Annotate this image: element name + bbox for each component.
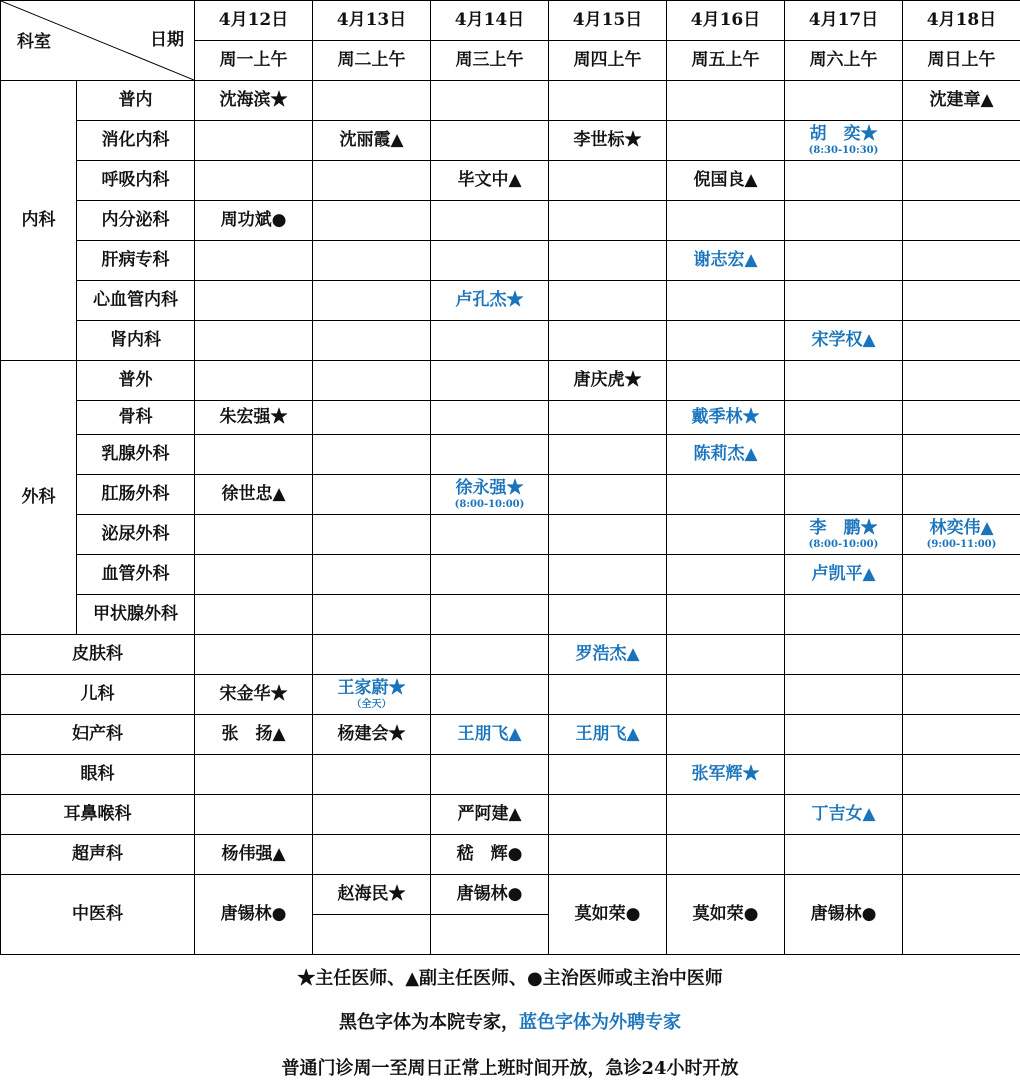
schedule-cell — [667, 795, 785, 835]
date-label: 4月14日 — [454, 10, 525, 31]
schedule-cell — [195, 795, 313, 835]
doctor-name: 胡 奕★ — [809, 124, 878, 145]
schedule-cell — [667, 835, 785, 875]
subdepartment-label: 泌尿外科 — [101, 524, 170, 545]
local-expert-note: 黑色字体为本院专家， — [339, 1012, 519, 1033]
schedule-cell — [431, 875, 549, 915]
subdepartment-cell — [77, 121, 195, 161]
subdepartment-label: 骨科 — [118, 407, 153, 428]
schedule-cell — [549, 795, 667, 835]
header-row-dates — [1, 1, 1020, 41]
subdepartment-label: 甲状腺外科 — [93, 604, 178, 625]
schedule-cell — [903, 875, 1020, 955]
doctor-name: 唐庆虎★ — [573, 370, 642, 391]
subdepartment-label: 肛肠外科 — [101, 484, 170, 505]
schedule-cell — [903, 81, 1020, 121]
schedule-cell — [195, 401, 313, 435]
schedule-cell — [313, 555, 431, 595]
department-group-cell — [1, 361, 77, 635]
subdepartment-cell — [77, 361, 195, 401]
schedule-cell — [195, 515, 313, 555]
schedule-cell — [549, 321, 667, 361]
schedule-cell — [903, 321, 1020, 361]
tcm-row-top — [1, 875, 1020, 915]
doctor-name: 莫如荣● — [574, 904, 641, 925]
schedule-cell — [313, 361, 431, 401]
department-label: 超声科 — [72, 844, 123, 865]
doctor-name: 周功斌● — [220, 210, 287, 231]
doctor-name: 谢志宏▲ — [693, 250, 758, 271]
schedule-cell — [313, 475, 431, 515]
color-legend — [0, 1008, 1020, 1034]
schedule-cell — [549, 435, 667, 475]
department-row — [1, 121, 1020, 161]
schedule-cell — [549, 361, 667, 401]
schedule-cell — [667, 715, 785, 755]
schedule-cell — [431, 475, 549, 515]
subdepartment-cell — [77, 515, 195, 555]
schedule-cell — [195, 201, 313, 241]
doctor-name: 王朋飞▲ — [457, 724, 522, 745]
schedule-cell — [667, 675, 785, 715]
schedule-cell — [313, 515, 431, 555]
doctor-name: 徐世忠▲ — [221, 484, 286, 505]
department-group-label: 内科 — [21, 210, 56, 231]
schedule-cell — [667, 121, 785, 161]
schedule-cell — [903, 595, 1020, 635]
schedule-cell — [785, 321, 903, 361]
schedule-cell — [667, 201, 785, 241]
schedule-cell — [785, 595, 903, 635]
department-row — [1, 635, 1020, 675]
schedule-cell — [195, 475, 313, 515]
schedule-cell — [549, 755, 667, 795]
schedule-cell — [785, 201, 903, 241]
schedule-cell — [785, 835, 903, 875]
schedule-cell — [549, 121, 667, 161]
schedule-cell — [667, 435, 785, 475]
schedule-cell — [549, 475, 667, 515]
doctor-name: 陈莉杰▲ — [693, 444, 758, 465]
schedule-cell — [785, 401, 903, 435]
department-group-label: 外科 — [21, 487, 56, 508]
schedule-cell — [195, 715, 313, 755]
subdepartment-cell — [77, 161, 195, 201]
schedule-cell — [903, 121, 1020, 161]
department-cell — [1, 715, 195, 755]
clinic-hours-note: (8:00-10:00) — [808, 538, 879, 550]
schedule-cell — [903, 161, 1020, 201]
weekday-header-cell — [785, 41, 903, 81]
schedule-cell — [903, 635, 1020, 675]
schedule-cell — [195, 755, 313, 795]
schedule-cell — [667, 401, 785, 435]
clinic-hours-note: (8:00-10:00) — [454, 498, 525, 510]
schedule-cell — [431, 81, 549, 121]
schedule-cell — [313, 241, 431, 281]
department-row — [1, 435, 1020, 475]
schedule-cell — [431, 161, 549, 201]
schedule-cell — [785, 81, 903, 121]
weekday-label: 周二上午 — [337, 50, 406, 71]
date-label: 4月18日 — [926, 10, 997, 31]
schedule-cell — [431, 401, 549, 435]
schedule-cell — [549, 675, 667, 715]
schedule-cell — [667, 161, 785, 201]
date-label: 4月15日 — [572, 10, 643, 31]
date-header-cell — [903, 1, 1020, 41]
schedule-cell — [785, 755, 903, 795]
doctor-name: 朱宏强★ — [219, 407, 288, 428]
schedule-cell — [313, 201, 431, 241]
schedule-cell — [785, 361, 903, 401]
doctor-name: 张 扬▲ — [221, 724, 286, 745]
schedule-cell — [785, 121, 903, 161]
schedule-cell — [313, 675, 431, 715]
schedule-cell — [431, 361, 549, 401]
schedule-cell — [195, 675, 313, 715]
schedule-cell — [549, 281, 667, 321]
weekday-header-cell — [549, 41, 667, 81]
schedule-cell — [903, 401, 1020, 435]
doctor-name: 赵海民★ — [337, 884, 406, 905]
external-expert-note: 蓝色字体为外聘专家 — [519, 1012, 681, 1033]
schedule-cell — [549, 595, 667, 635]
schedule-cell — [195, 361, 313, 401]
schedule-cell — [313, 795, 431, 835]
subdepartment-cell — [77, 435, 195, 475]
schedule-cell — [313, 321, 431, 361]
doctor-name: 徐永强★ — [455, 478, 524, 499]
weekday-header-cell — [431, 41, 549, 81]
subdepartment-label: 消化内科 — [101, 130, 170, 151]
schedule-cell — [431, 201, 549, 241]
schedule-cell — [549, 875, 667, 955]
schedule-cell — [785, 715, 903, 755]
schedule-cell — [195, 435, 313, 475]
weekday-label: 周六上午 — [809, 50, 878, 71]
schedule-cell — [313, 595, 431, 635]
doctor-name: 嵇 辉● — [456, 844, 523, 865]
date-axis-label: 日期 — [150, 30, 184, 50]
schedule-cell — [313, 281, 431, 321]
schedule-cell — [313, 915, 431, 955]
department-row — [1, 835, 1020, 875]
weekday-header-cell — [667, 41, 785, 81]
doctor-name: 唐锡林● — [456, 884, 523, 905]
schedule-cell — [785, 675, 903, 715]
schedule-cell — [785, 515, 903, 555]
schedule-cell — [431, 515, 549, 555]
department-label: 耳鼻喉科 — [63, 804, 132, 825]
department-cell — [1, 635, 195, 675]
doctor-name: 唐锡林● — [220, 904, 287, 925]
schedule-cell — [903, 201, 1020, 241]
department-row — [1, 755, 1020, 795]
date-label: 4月13日 — [336, 10, 407, 31]
schedule-cell — [313, 875, 431, 915]
schedule-cell — [195, 121, 313, 161]
clinic-hours-note: (9:00-11:00) — [926, 538, 997, 550]
schedule-cell — [903, 675, 1020, 715]
department-row — [1, 475, 1020, 515]
subdepartment-label: 血管外科 — [101, 564, 170, 585]
department-cell — [1, 875, 195, 955]
department-row — [1, 401, 1020, 435]
subdepartment-cell — [77, 401, 195, 435]
subdepartment-label: 普内 — [118, 90, 153, 111]
doctor-name: 倪国良▲ — [693, 170, 758, 191]
doctor-name: 杨建会★ — [337, 724, 406, 745]
schedule-cell — [903, 475, 1020, 515]
schedule-cell — [313, 715, 431, 755]
clinic-hours-note: (8:30-10:30) — [808, 144, 879, 156]
date-header-cell — [431, 1, 549, 41]
schedule-cell — [785, 555, 903, 595]
schedule-cell — [431, 795, 549, 835]
doctor-name: 杨伟强▲ — [221, 844, 286, 865]
doctor-name: 林奕伟▲ — [929, 518, 994, 539]
clinic-hours-note: （全天） — [351, 698, 392, 710]
subdepartment-cell — [77, 595, 195, 635]
department-cell — [1, 755, 195, 795]
department-row — [1, 715, 1020, 755]
department-axis-label: 科室 — [17, 32, 51, 52]
subdepartment-label: 肾内科 — [110, 330, 161, 351]
schedule-cell — [903, 795, 1020, 835]
doctor-name: 毕文中▲ — [457, 170, 522, 191]
schedule-cell — [431, 281, 549, 321]
schedule-cell — [431, 241, 549, 281]
schedule-cell — [431, 595, 549, 635]
weekday-label: 周一上午 — [219, 50, 288, 71]
weekday-label: 周四上午 — [573, 50, 642, 71]
schedule-cell — [667, 875, 785, 955]
schedule-cell — [431, 555, 549, 595]
date-header-cell — [313, 1, 431, 41]
doctor-name: 严阿建▲ — [457, 804, 522, 825]
schedule-cell — [667, 361, 785, 401]
weekday-header-cell — [313, 41, 431, 81]
weekday-label: 周日上午 — [927, 50, 996, 71]
schedule-cell — [903, 435, 1020, 475]
schedule-cell — [667, 515, 785, 555]
schedule-cell — [667, 755, 785, 795]
schedule-cell — [785, 875, 903, 955]
weekday-label: 周三上午 — [455, 50, 524, 71]
schedule-cell — [431, 715, 549, 755]
department-row — [1, 595, 1020, 635]
weekday-label: 周五上午 — [691, 50, 760, 71]
department-group-cell — [1, 81, 77, 361]
doctor-name: 王朋飞▲ — [575, 724, 640, 745]
doctor-name: 丁吉女▲ — [811, 804, 876, 825]
department-row — [1, 515, 1020, 555]
schedule-cell — [667, 555, 785, 595]
department-label: 中医科 — [72, 904, 123, 925]
schedule-cell — [431, 755, 549, 795]
subdepartment-label: 普外 — [118, 370, 153, 391]
schedule-cell — [313, 161, 431, 201]
subdepartment-label: 心血管内科 — [93, 290, 178, 311]
doctor-name: 李世标★ — [573, 130, 642, 151]
weekday-header-cell — [195, 41, 313, 81]
doctor-name: 卢凯平▲ — [811, 564, 876, 585]
date-label: 4月12日 — [218, 10, 289, 31]
schedule-cell — [785, 161, 903, 201]
schedule-cell — [903, 835, 1020, 875]
department-label: 妇产科 — [72, 724, 123, 745]
date-label: 4月16日 — [690, 10, 761, 31]
date-label: 4月17日 — [808, 10, 879, 31]
doctor-name: 罗浩杰▲ — [575, 644, 640, 665]
schedule-cell — [431, 635, 549, 675]
schedule-cell — [549, 81, 667, 121]
department-row — [1, 675, 1020, 715]
schedule-cell — [549, 555, 667, 595]
schedule-cell — [313, 81, 431, 121]
subdepartment-cell — [77, 201, 195, 241]
schedule-cell — [667, 635, 785, 675]
date-header-cell — [195, 1, 313, 41]
schedule-cell — [903, 715, 1020, 755]
schedule-cell — [313, 835, 431, 875]
schedule-cell — [195, 281, 313, 321]
schedule-cell — [313, 401, 431, 435]
schedule-cell — [313, 635, 431, 675]
rank-legend: ★主任医师、▲副主任医师、●主治医师或主治中医师 — [297, 968, 723, 989]
subdepartment-cell — [77, 281, 195, 321]
schedule-cell — [785, 635, 903, 675]
schedule-cell — [549, 715, 667, 755]
schedule-cell — [549, 835, 667, 875]
schedule-cell — [195, 321, 313, 361]
schedule-cell — [785, 281, 903, 321]
doctor-name: 卢孔杰★ — [455, 290, 524, 311]
department-label: 眼科 — [80, 764, 115, 785]
schedule-cell — [785, 241, 903, 281]
schedule-cell — [431, 675, 549, 715]
subdepartment-cell — [77, 241, 195, 281]
department-row — [1, 555, 1020, 595]
schedule-cell — [195, 555, 313, 595]
schedule-cell — [431, 321, 549, 361]
doctor-name: 沈丽霞▲ — [339, 130, 404, 151]
corner-header-cell — [1, 1, 195, 81]
department-row — [1, 81, 1020, 121]
schedule-cell — [903, 281, 1020, 321]
schedule-cell — [903, 555, 1020, 595]
schedule-cell — [431, 435, 549, 475]
schedule-cell — [667, 321, 785, 361]
schedule-cell — [667, 281, 785, 321]
schedule-cell — [431, 835, 549, 875]
subdepartment-label: 乳腺外科 — [101, 444, 170, 465]
doctor-name: 宋金华★ — [219, 684, 288, 705]
footer-notes — [0, 955, 1020, 1089]
department-row — [1, 201, 1020, 241]
schedule-cell — [313, 435, 431, 475]
schedule-cell — [431, 915, 549, 955]
schedule-cell — [785, 475, 903, 515]
department-row — [1, 361, 1020, 401]
subdepartment-cell — [77, 81, 195, 121]
schedule-cell — [549, 401, 667, 435]
opening-hours-note: 普通门诊周一至周日正常上班时间开放，急诊24小时开放 — [281, 1058, 739, 1079]
schedule-cell — [431, 121, 549, 161]
subdepartment-cell — [77, 321, 195, 361]
department-cell — [1, 795, 195, 835]
schedule-cell — [549, 241, 667, 281]
schedule-cell — [195, 635, 313, 675]
schedule-cell — [195, 81, 313, 121]
schedule-cell — [195, 161, 313, 201]
department-cell — [1, 835, 195, 875]
schedule-cell — [313, 755, 431, 795]
doctor-name: 沈海滨★ — [219, 90, 288, 111]
doctor-name: 李 鹏★ — [809, 518, 878, 539]
subdepartment-label: 内分泌科 — [101, 210, 170, 231]
schedule-cell — [549, 635, 667, 675]
subdepartment-cell — [77, 475, 195, 515]
schedule-cell — [903, 241, 1020, 281]
schedule-cell — [549, 161, 667, 201]
doctor-name: 张军辉★ — [691, 764, 760, 785]
schedule-cell — [195, 595, 313, 635]
date-header-cell — [549, 1, 667, 41]
schedule-cell — [195, 875, 313, 955]
schedule-cell — [667, 595, 785, 635]
doctor-name: 宋学权▲ — [811, 330, 876, 351]
subdepartment-label: 呼吸内科 — [101, 170, 170, 191]
weekday-header-cell — [903, 41, 1020, 81]
department-row — [1, 161, 1020, 201]
department-row — [1, 281, 1020, 321]
department-row — [1, 795, 1020, 835]
department-label: 皮肤科 — [72, 644, 123, 665]
schedule-cell — [195, 241, 313, 281]
schedule-cell — [667, 475, 785, 515]
doctor-name: 沈建章▲ — [929, 90, 994, 111]
schedule-cell — [313, 121, 431, 161]
doctor-name: 唐锡林● — [810, 904, 877, 925]
department-row — [1, 241, 1020, 281]
schedule-cell — [667, 81, 785, 121]
subdepartment-cell — [77, 555, 195, 595]
schedule-cell — [903, 361, 1020, 401]
schedule-cell — [785, 435, 903, 475]
schedule-cell — [903, 515, 1020, 555]
schedule-cell — [903, 755, 1020, 795]
subdepartment-label: 肝病专科 — [101, 250, 170, 271]
doctor-name: 莫如荣● — [692, 904, 759, 925]
schedule-cell — [785, 795, 903, 835]
schedule-cell — [549, 201, 667, 241]
schedule-cell — [195, 835, 313, 875]
doctor-name: 王家蔚★ — [337, 678, 406, 699]
doctor-name: 戴季林★ — [691, 407, 760, 428]
date-header-cell — [667, 1, 785, 41]
department-cell — [1, 675, 195, 715]
department-label: 儿科 — [80, 684, 115, 705]
schedule-cell — [667, 241, 785, 281]
date-header-cell — [785, 1, 903, 41]
department-row — [1, 321, 1020, 361]
schedule-cell — [549, 515, 667, 555]
